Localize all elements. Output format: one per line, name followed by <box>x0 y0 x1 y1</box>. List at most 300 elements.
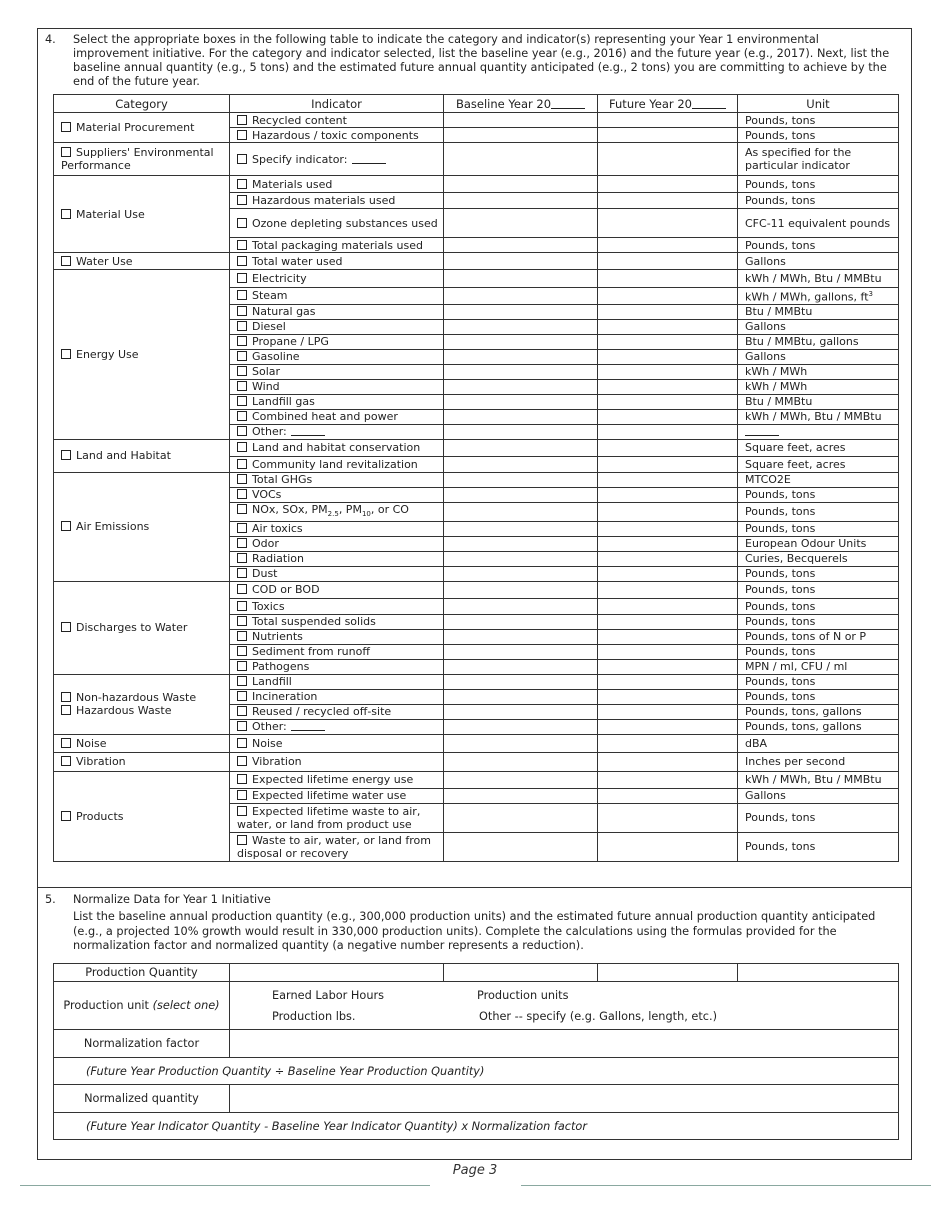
unit-cell: Inches per second <box>738 752 899 771</box>
checkbox[interactable] <box>61 811 71 821</box>
unit-cell: kWh / MWh, Btu / MMBtu <box>738 409 899 424</box>
category-material-use: Material Use <box>54 176 230 253</box>
production-quantity-cell[interactable] <box>738 964 899 982</box>
category-vibration: Vibration <box>54 752 230 771</box>
checkbox[interactable] <box>237 523 247 533</box>
baseline-cell[interactable] <box>444 238 598 253</box>
indicator: VOCs <box>230 487 444 502</box>
unit-cell: European Odour Units <box>738 536 899 551</box>
future-cell[interactable] <box>598 472 738 487</box>
unit-cell: Pounds, tons <box>738 689 899 704</box>
future-cell[interactable] <box>598 238 738 253</box>
indicator: Odor <box>230 536 444 551</box>
indicator-table <box>53 94 899 862</box>
baseline-cell[interactable] <box>444 472 598 487</box>
baseline-cell[interactable] <box>444 551 598 566</box>
indicator: COD or BOD <box>230 581 444 598</box>
future-cell[interactable] <box>598 566 738 581</box>
indicator: NOx, SOx, $PM_{2.5}$, $PM_{10}$, or CO <box>230 502 444 521</box>
other-blank[interactable] <box>291 425 325 436</box>
category-material-procurement: Material Procurement <box>54 113 230 143</box>
normalization-factor-row <box>54 1030 899 1058</box>
production-quantity-label: Production Quantity <box>54 964 230 982</box>
unit-cell <box>738 424 899 439</box>
indicator: Natural gas <box>230 304 444 319</box>
checkbox[interactable] <box>237 489 247 499</box>
future-year-blank[interactable] <box>692 98 726 109</box>
future-cell[interactable] <box>598 644 738 659</box>
normalized-quantity-row <box>54 1085 899 1113</box>
future-cell[interactable] <box>598 439 738 456</box>
future-cell[interactable] <box>598 113 738 128</box>
future-cell[interactable] <box>598 409 738 424</box>
indicator: Propane / LPG <box>230 334 444 349</box>
unit-cell: Pounds, tons <box>738 176 899 193</box>
checkbox[interactable] <box>237 179 247 189</box>
checkbox[interactable] <box>237 601 247 611</box>
future-cell[interactable] <box>598 551 738 566</box>
unit-cell: Pounds, tons <box>738 487 899 502</box>
section-4-number: 4. <box>45 33 56 46</box>
baseline-cell[interactable] <box>444 409 598 424</box>
baseline-cell[interactable] <box>444 128 598 143</box>
baseline-cell[interactable] <box>444 288 598 305</box>
future-cell[interactable] <box>598 502 738 521</box>
checkbox[interactable] <box>61 450 71 460</box>
future-cell[interactable] <box>598 832 738 861</box>
checkbox[interactable] <box>237 321 247 331</box>
baseline-cell[interactable] <box>444 521 598 536</box>
checkbox[interactable] <box>237 790 247 800</box>
indicator: Landfill <box>230 674 444 689</box>
future-cell[interactable] <box>598 288 738 305</box>
baseline-cell[interactable] <box>444 689 598 704</box>
table-row <box>54 472 899 487</box>
baseline-cell[interactable] <box>444 803 598 832</box>
baseline-cell[interactable] <box>444 704 598 719</box>
baseline-cell[interactable] <box>444 502 598 521</box>
table-row <box>54 439 899 456</box>
header-baseline-year: Baseline Year 20 <box>444 95 598 113</box>
baseline-cell[interactable] <box>444 439 598 456</box>
future-cell[interactable] <box>598 304 738 319</box>
future-cell[interactable] <box>598 719 738 734</box>
baseline-cell[interactable] <box>444 394 598 409</box>
future-cell[interactable] <box>598 581 738 598</box>
checkbox[interactable] <box>237 691 247 701</box>
table-row <box>54 270 899 288</box>
indicator: Specify indicator: <box>230 143 444 176</box>
future-cell[interactable] <box>598 734 738 752</box>
indicator: Ozone depleting substances used <box>230 209 444 238</box>
unit-cell: MPN / ml, CFU / ml <box>738 659 899 674</box>
future-cell[interactable] <box>598 128 738 143</box>
indicator: Expected lifetime water use <box>230 788 444 803</box>
unit-cell: Pounds, tons <box>738 644 899 659</box>
header-future-year: Future Year 20 <box>598 95 738 113</box>
future-cell[interactable] <box>598 424 738 439</box>
checkbox[interactable] <box>237 835 247 845</box>
checkbox[interactable] <box>237 256 247 266</box>
checkbox[interactable] <box>237 676 247 686</box>
category-water-use: Water Use <box>54 253 230 270</box>
checkbox[interactable] <box>61 692 71 702</box>
indicator: Toxics <box>230 598 444 614</box>
checkbox[interactable] <box>237 366 247 376</box>
table-row <box>54 143 899 176</box>
option-earned-labor-hours[interactable]: Earned Labor Hours <box>272 988 385 1002</box>
baseline-cell[interactable] <box>444 193 598 209</box>
indicator: Other: <box>230 424 444 439</box>
future-cell[interactable] <box>598 752 738 771</box>
unit-cell: kWh / MWh, Btu / MMBtu <box>738 771 899 788</box>
unit-cell: Pounds, tons <box>738 581 899 598</box>
baseline-cell[interactable] <box>444 113 598 128</box>
baseline-cell[interactable] <box>444 364 598 379</box>
baseline-cell[interactable] <box>444 752 598 771</box>
future-cell[interactable] <box>598 143 738 176</box>
header-category: Category <box>54 95 230 113</box>
unit-cell: Pounds, tons, gallons <box>738 704 899 719</box>
baseline-cell[interactable] <box>444 456 598 472</box>
indicator: Hazardous materials used <box>230 193 444 209</box>
unit-cell: Pounds, tons of N or P <box>738 629 899 644</box>
checkbox[interactable] <box>237 646 247 656</box>
checkbox[interactable] <box>61 521 71 531</box>
future-cell[interactable] <box>598 176 738 193</box>
production-unit-row <box>54 982 899 1030</box>
baseline-cell[interactable] <box>444 771 598 788</box>
checkbox[interactable] <box>237 806 247 816</box>
indicator: Community land revitalization <box>230 456 444 472</box>
unit-blank[interactable] <box>745 425 779 436</box>
header-unit: Unit <box>738 95 899 113</box>
production-quantity-cell[interactable] <box>230 964 444 982</box>
checkbox[interactable] <box>237 336 247 346</box>
future-cell[interactable] <box>598 319 738 334</box>
other-blank[interactable] <box>291 720 325 731</box>
normalization-factor-label: Normalization factor <box>54 1030 230 1058</box>
future-cell[interactable] <box>598 379 738 394</box>
checkbox[interactable] <box>237 459 247 469</box>
unit-cell: Btu / MMBtu, gallons <box>738 334 899 349</box>
checkbox[interactable] <box>237 568 247 578</box>
future-cell[interactable] <box>598 209 738 238</box>
future-cell[interactable] <box>598 771 738 788</box>
unit-cell: Gallons <box>738 253 899 270</box>
future-cell[interactable] <box>598 487 738 502</box>
indicator: Incineration <box>230 689 444 704</box>
unit-cell: Pounds, tons <box>738 128 899 143</box>
footer-rule-left <box>20 1185 430 1186</box>
checkbox[interactable] <box>237 774 247 784</box>
checkbox[interactable] <box>237 218 247 228</box>
future-cell[interactable] <box>598 614 738 629</box>
unit-cell: Pounds, tons <box>738 193 899 209</box>
unit-cell: As specified for the particular indicator <box>738 143 899 176</box>
future-cell[interactable] <box>598 659 738 674</box>
table-row <box>54 581 899 598</box>
unit-cell: Pounds, tons <box>738 598 899 614</box>
factor-formula: (Future Year Production Quantity ÷ Baseline Year Production Quantity) <box>54 1058 899 1085</box>
checkbox[interactable] <box>61 209 71 219</box>
indicator: Total water used <box>230 253 444 270</box>
checkbox[interactable] <box>237 474 247 484</box>
future-cell[interactable] <box>598 674 738 689</box>
baseline-cell[interactable] <box>444 674 598 689</box>
checkbox[interactable] <box>237 154 247 164</box>
checkbox[interactable] <box>61 622 71 632</box>
baseline-cell[interactable] <box>444 143 598 176</box>
future-cell[interactable] <box>598 689 738 704</box>
unit-cell: Curies, Becquerels <box>738 551 899 566</box>
baseline-cell[interactable] <box>444 487 598 502</box>
baseline-cell[interactable] <box>444 644 598 659</box>
checkbox[interactable] <box>61 349 71 359</box>
unit-cell: CFC-11 equivalent pounds <box>738 209 899 238</box>
indicator: Vibration <box>230 752 444 771</box>
checkbox[interactable] <box>237 411 247 421</box>
unit-cell: MTCO2E <box>738 472 899 487</box>
indicator: Combined heat and power <box>230 409 444 424</box>
unit-cell: Pounds, tons <box>738 614 899 629</box>
category-energy-use: Energy Use <box>54 270 230 440</box>
future-cell[interactable] <box>598 349 738 364</box>
baseline-cell[interactable] <box>444 581 598 598</box>
baseline-cell[interactable] <box>444 319 598 334</box>
checkbox[interactable] <box>61 122 71 132</box>
indicator: Noise <box>230 734 444 752</box>
indicator: Air toxics <box>230 521 444 536</box>
normalized-quantity-label: Normalized quantity <box>54 1085 230 1113</box>
table-row <box>54 113 899 128</box>
future-cell[interactable] <box>598 334 738 349</box>
indicator: Land and habitat conservation <box>230 439 444 456</box>
table-row <box>54 176 899 193</box>
unit-cell: kWh / MWh, gallons, $ft^3$ <box>738 288 899 305</box>
production-unit-label: Production unit (select one) <box>54 982 230 1030</box>
unit-cell: Gallons <box>738 788 899 803</box>
baseline-cell[interactable] <box>444 719 598 734</box>
unit-cell: Pounds, tons, gallons <box>738 719 899 734</box>
checkbox[interactable] <box>237 195 247 205</box>
option-production-units[interactable]: Production units <box>477 988 569 1002</box>
baseline-cell[interactable] <box>444 253 598 270</box>
checkbox[interactable] <box>61 147 71 157</box>
indicator: Recycled content <box>230 113 444 128</box>
future-cell[interactable] <box>598 598 738 614</box>
checkbox[interactable] <box>237 631 247 641</box>
future-cell[interactable] <box>598 456 738 472</box>
indicator: Other: <box>230 719 444 734</box>
future-cell[interactable] <box>598 629 738 644</box>
unit-cell: Pounds, tons <box>738 521 899 536</box>
checkbox[interactable] <box>61 256 71 266</box>
table-row <box>54 253 899 270</box>
future-cell[interactable] <box>598 193 738 209</box>
unit-cell: Pounds, tons <box>738 832 899 861</box>
normalized-quantity-cell[interactable] <box>230 1085 899 1113</box>
checkbox[interactable] <box>237 396 247 406</box>
indicator: Landfill gas <box>230 394 444 409</box>
checkbox[interactable] <box>237 756 247 766</box>
future-cell[interactable] <box>598 803 738 832</box>
category-waste: Non-hazardous Waste Hazardous Waste <box>54 674 230 734</box>
category-products: Products <box>54 771 230 861</box>
baseline-cell[interactable] <box>444 424 598 439</box>
production-quantity-cell[interactable] <box>444 964 598 982</box>
indicator: Dust <box>230 566 444 581</box>
unit-cell: Gallons <box>738 319 899 334</box>
footer-rule-right <box>521 1185 931 1186</box>
indicator: Total suspended solids <box>230 614 444 629</box>
checkbox[interactable] <box>237 351 247 361</box>
baseline-cell[interactable] <box>444 598 598 614</box>
production-quantity-row <box>54 964 899 982</box>
checkbox[interactable] <box>237 584 247 594</box>
future-cell[interactable] <box>598 270 738 288</box>
checkbox[interactable] <box>237 442 247 452</box>
baseline-cell[interactable] <box>444 209 598 238</box>
table-row <box>54 734 899 752</box>
section-4-instructions: Select the appropriate boxes in the following table to indicate the category and indicator(s) representing your Year 1 environmental improvement initiative. For the category and indicator selected, list the baseline year (e.g., 2016) and the future year (e.g., 2017). Next, list the baseline annual quantity (e.g., 5 tons) and the estimated future annual quantity anticipated (e.g., 2 tons) you are committing to achieve by the end of the future year. <box>73 33 890 88</box>
future-cell[interactable] <box>598 788 738 803</box>
future-cell[interactable] <box>598 394 738 409</box>
baseline-cell[interactable] <box>444 176 598 193</box>
checkbox[interactable] <box>237 240 247 250</box>
unit-cell: Pounds, tons <box>738 674 899 689</box>
category-land-and-habitat: Land and Habitat <box>54 439 230 472</box>
baseline-cell[interactable] <box>444 349 598 364</box>
baseline-cell[interactable] <box>444 832 598 861</box>
normalization-table <box>53 963 899 1140</box>
quantity-formula-row <box>54 1113 899 1140</box>
baseline-cell[interactable] <box>444 270 598 288</box>
indicator: Expected lifetime waste to air, water, or land from product use <box>230 803 444 832</box>
indicator: Steam <box>230 288 444 305</box>
baseline-cell[interactable] <box>444 659 598 674</box>
indicator: Expected lifetime energy use <box>230 771 444 788</box>
future-cell[interactable] <box>598 704 738 719</box>
future-cell[interactable] <box>598 536 738 551</box>
factor-formula-row <box>54 1058 899 1085</box>
table-row <box>54 752 899 771</box>
unit-cell: Pounds, tons <box>738 566 899 581</box>
checkbox[interactable] <box>237 504 247 514</box>
future-cell[interactable] <box>598 253 738 270</box>
baseline-cell[interactable] <box>444 304 598 319</box>
category-suppliers-environmental-performance: Suppliers' Environmental Performance <box>54 143 230 176</box>
production-quantity-cell[interactable] <box>598 964 738 982</box>
indicator: Solar <box>230 364 444 379</box>
unit-cell: Gallons <box>738 349 899 364</box>
baseline-year-blank[interactable] <box>551 98 585 109</box>
unit-cell: Pounds, tons <box>738 803 899 832</box>
indicator: Nutrients <box>230 629 444 644</box>
checkbox[interactable] <box>61 756 71 766</box>
baseline-cell[interactable] <box>444 334 598 349</box>
unit-cell: dBA <box>738 734 899 752</box>
unit-cell: Pounds, tons <box>738 113 899 128</box>
page-number: Page 3 <box>452 1163 498 1178</box>
checkbox[interactable] <box>237 426 247 436</box>
unit-cell: Square feet, acres <box>738 456 899 472</box>
future-cell[interactable] <box>598 364 738 379</box>
table-row <box>54 771 899 788</box>
baseline-cell[interactable] <box>444 614 598 629</box>
checkbox[interactable] <box>237 115 247 125</box>
checkbox[interactable] <box>237 306 247 316</box>
table-header-row <box>54 95 899 113</box>
checkbox[interactable] <box>237 273 247 283</box>
indicator: Electricity <box>230 270 444 288</box>
checkbox[interactable] <box>237 616 247 626</box>
unit-cell: Btu / MMBtu <box>738 304 899 319</box>
section-5-number: 5. <box>45 893 56 906</box>
indicator: Total GHGs <box>230 472 444 487</box>
indicator: Waste to air, water, or land from disposal or recovery <box>230 832 444 861</box>
specify-blank[interactable] <box>352 153 386 164</box>
option-production-lbs[interactable]: Production lbs. <box>272 1009 356 1023</box>
indicator: Sediment from runoff <box>230 644 444 659</box>
baseline-cell[interactable] <box>444 788 598 803</box>
checkbox[interactable] <box>237 721 247 731</box>
category-air-emissions: Air Emissions <box>54 472 230 581</box>
section-5-title: Normalize Data for Year 1 Initiative <box>73 893 271 906</box>
indicator: Reused / recycled off-site <box>230 704 444 719</box>
table-row <box>54 674 899 689</box>
indicator: Materials used <box>230 176 444 193</box>
indicator: Pathogens <box>230 659 444 674</box>
indicator: Hazardous / toxic components <box>230 128 444 143</box>
category-noise: Noise <box>54 734 230 752</box>
unit-cell: Btu / MMBtu <box>738 394 899 409</box>
unit-cell: kWh / MWh <box>738 364 899 379</box>
checkbox[interactable] <box>237 553 247 563</box>
baseline-cell[interactable] <box>444 379 598 394</box>
unit-cell: Pounds, tons <box>738 238 899 253</box>
checkbox[interactable] <box>237 290 247 300</box>
baseline-cell[interactable] <box>444 536 598 551</box>
checkbox[interactable] <box>237 738 247 748</box>
unit-cell: Pounds, tons <box>738 502 899 521</box>
option-other-specify[interactable]: Other -- specify (e.g. Gallons, length, etc.) <box>479 1009 717 1023</box>
production-unit-options <box>230 982 899 1030</box>
indicator: Gasoline <box>230 349 444 364</box>
checkbox[interactable] <box>61 705 71 715</box>
checkbox[interactable] <box>237 661 247 671</box>
future-cell[interactable] <box>598 521 738 536</box>
checkbox[interactable] <box>237 706 247 716</box>
baseline-cell[interactable] <box>444 734 598 752</box>
checkbox[interactable] <box>237 130 247 140</box>
checkbox[interactable] <box>237 538 247 548</box>
normalization-factor-cell[interactable] <box>230 1030 899 1058</box>
indicator: Total packaging materials used <box>230 238 444 253</box>
baseline-cell[interactable] <box>444 629 598 644</box>
unit-cell: kWh / MWh, Btu / MMBtu <box>738 270 899 288</box>
category-discharges-to-water: Discharges to Water <box>54 581 230 674</box>
checkbox[interactable] <box>61 738 71 748</box>
section-divider <box>37 887 912 888</box>
checkbox[interactable] <box>237 381 247 391</box>
quantity-formula: (Future Year Indicator Quantity - Baseline Year Indicator Quantity) x Normalization factor <box>54 1113 899 1140</box>
baseline-cell[interactable] <box>444 566 598 581</box>
header-indicator: Indicator <box>230 95 444 113</box>
indicator: Wind <box>230 379 444 394</box>
indicator: Radiation <box>230 551 444 566</box>
unit-cell: Square feet, acres <box>738 439 899 456</box>
